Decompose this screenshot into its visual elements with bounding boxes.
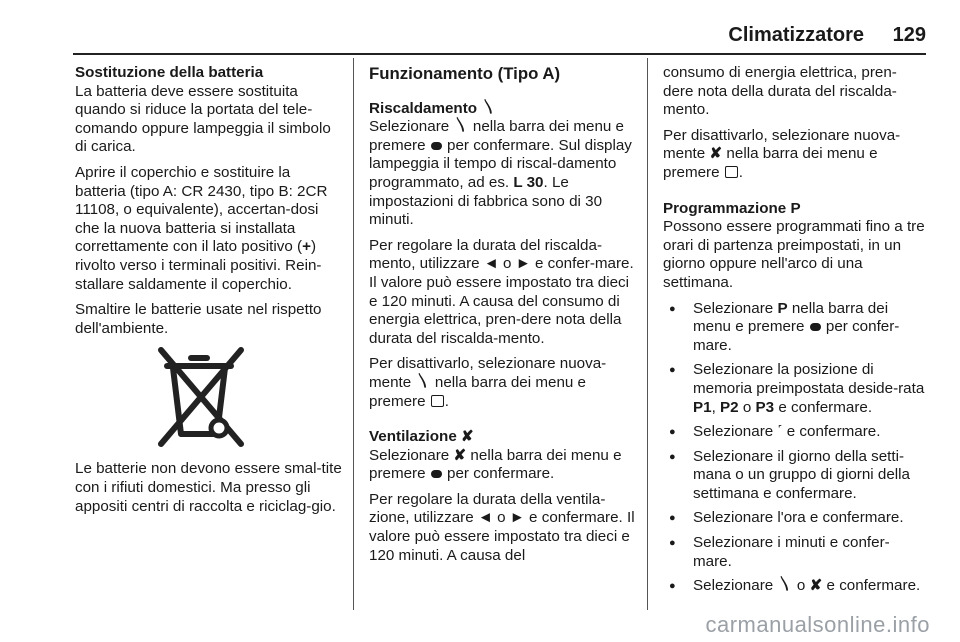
page-title: Climatizzatore <box>728 24 864 46</box>
section-heading-battery: Sostituzione della batteria <box>75 64 264 81</box>
paragraph: Aprire il coperchio e sostituire la batteria (tipo A: CR 2430, tipo B: 2CR 11108, o equivalente), accertan-dosi che la nuova batteria si installata correttamente con il lato positivo (+) rivolto verso i terminali positivi. Rein-stallare saldamente il coperchio. <box>75 163 328 293</box>
fan-icon: ✘ <box>453 446 467 464</box>
paragraph: Per regolare la durata della ventila-zione, utilizzare ◄ o ► e confermare. Il valore può essere impostato tra dieci e 120 minuti. A causa del <box>369 490 635 564</box>
list-item: ● Selezionare il giorno della setti-mana o un gruppo di giorni della settimana e confermare. <box>663 448 927 504</box>
heat-icon: 〵 <box>453 118 469 136</box>
section-heading-type-a: Funzionamento (Tipo A) <box>369 64 561 83</box>
square-button-icon <box>431 395 444 407</box>
fan-icon: ✘ <box>809 577 823 595</box>
paragraph: Per regolare la durata del riscalda-mento, utilizzare ◄ o ► e confer-mare. Il valore può essere impostato tra dieci e 120 minuti. A causa del consumo di energia elettrica, pren-dere nota della durata del riscalda-mento. <box>369 236 634 347</box>
ok-button-icon <box>810 323 821 331</box>
page-header <box>0 0 960 56</box>
list-item: ● Selezionare ˹ e confermare. <box>663 423 927 442</box>
heat-icon: 〵 <box>415 373 431 391</box>
steps-list <box>663 300 927 596</box>
watermark: carmanualsonline.info <box>705 612 930 637</box>
list-item: ● Selezionare i minuti e confer-mare. <box>663 534 927 571</box>
paragraph: Selezionare ✘ nella barra dei menu e premere per confermare. <box>369 446 622 483</box>
subheading-ventilation: Ventilazione ✘ <box>369 428 474 446</box>
fan-icon: ✘ <box>709 145 723 163</box>
fan-icon: ✘ <box>461 428 474 446</box>
ok-button-icon <box>431 142 442 150</box>
subheading-programming: Programmazione P <box>663 199 801 217</box>
heat-icon: 〵 <box>481 99 497 117</box>
heat-icon: 〵 <box>777 577 793 595</box>
plus-icon: + <box>302 238 311 256</box>
list-item: ● Selezionare la posizione di memoria preimpostata deside-rata P1, P2 o P3 e confermare. <box>663 361 927 417</box>
paragraph: Selezionare 〵 nella barra dei menu e premere per confermare. Sul display lampeggia il tempo di riscal-damento programmato, ad es. L 30. Le impostazioni di fabbrica sono di 30 minuti. <box>369 118 632 229</box>
paragraph: Per disattivarlo, selezionare nuova-mente 〵 nella barra dei menu e premere . <box>369 355 607 410</box>
ok-button-icon <box>431 470 442 478</box>
timer-icon: ˹ <box>777 423 783 441</box>
column-divider-1 <box>353 58 354 610</box>
paragraph: Le batterie non devono essere smal-tite con i rifiuti domestici. Ma presso gli appositi centri di raccolta e riciclag-gio. <box>75 460 342 515</box>
paragraph: consumo di energia elettrica, pren-dere nota della durata del riscalda-mento. <box>663 64 897 119</box>
display-code: L 30 <box>513 173 544 191</box>
header-rule <box>73 53 926 55</box>
paragraph: Per disattivarlo, selezionare nuova-mente ✘ nella barra dei menu e premere . <box>663 126 901 181</box>
paragraph: Possono essere programmati fino a tre orari di partenza preimpostati, in un giorno oppure nell'arco di una settimana. <box>663 218 925 291</box>
paragraph: La batteria deve essere sostituita quando si riduce la portata del tele-comando oppure lampeggia il simbolo di carica. <box>75 82 331 156</box>
page-number: 129 <box>892 24 926 46</box>
column-3 <box>663 64 927 602</box>
list-item: ● Selezionare l'ora e confermare. <box>663 509 927 528</box>
subheading-heating: Riscaldamento 〵 <box>369 99 497 117</box>
crossed-bin-icon <box>151 346 251 450</box>
list-item: ● Selezionare P nella barra dei menu e premere per confer-mare. <box>663 300 927 356</box>
list-item: ● Selezionare 〵 o ✘ e confermare. <box>663 577 927 596</box>
paragraph: Smaltire le batterie usate nel rispetto dell'ambiente. <box>75 301 322 337</box>
column-divider-2 <box>647 58 648 610</box>
column-2 <box>369 64 635 572</box>
column-1 <box>75 64 343 523</box>
square-button-icon <box>725 166 738 178</box>
